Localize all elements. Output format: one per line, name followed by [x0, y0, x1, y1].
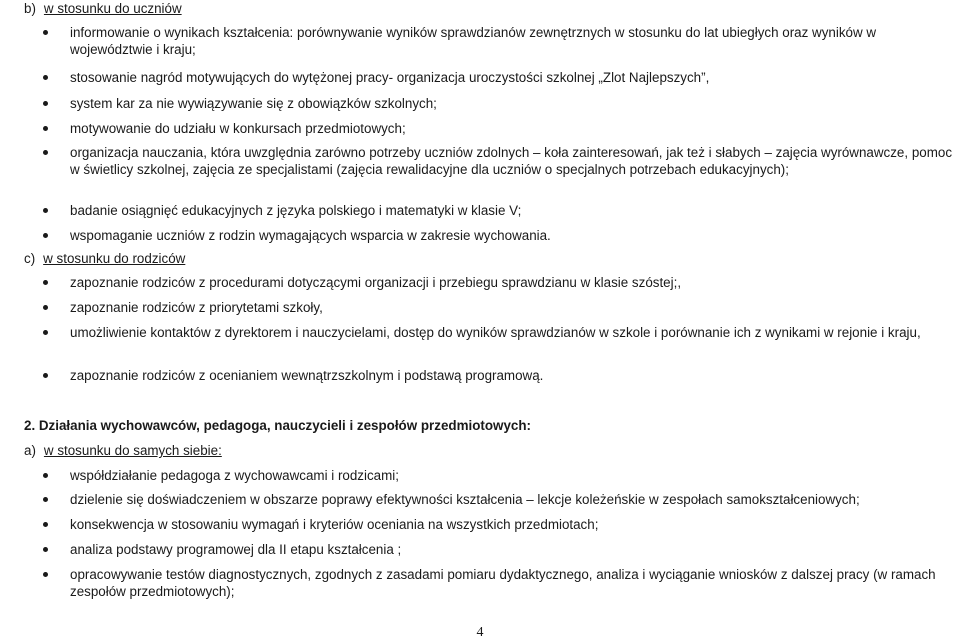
bullet-icon [43, 30, 48, 35]
list-item: stosowanie nagród motywujących do wytężonej pracy- organizacja uroczystości szkolnej „Zlot Najlepszych”, [70, 69, 956, 86]
list-item: informowanie o wynikach kształcenia: porównywanie wyników sprawdzianów zewnętrznych w stosunku do lat ubiegłych oraz wyników w województwie i kraju; [70, 24, 956, 58]
bullet-icon [43, 75, 48, 80]
list-item: konsekwencja w stosowaniu wymagań i kryteriów oceniania na wszystkich przedmiotach; [70, 516, 956, 533]
page-number: 4 [476, 625, 484, 640]
bullet-icon [43, 547, 48, 552]
bullet-icon [43, 280, 48, 285]
list-item: zapoznanie rodziców z ocenianiem wewnątrzszkolnym i podstawą programową. [70, 367, 956, 384]
bullet-icon [43, 473, 48, 478]
section-2a-letter: a) [24, 443, 36, 458]
section-b-title: w stosunku do uczniów [43, 1, 182, 16]
section-2a-label [24, 442, 222, 459]
section-c-label [24, 250, 185, 267]
section-b-label [24, 0, 182, 17]
bullet-icon [43, 497, 48, 502]
list-item: opracowywanie testów diagnostycznych, zgodnych z zasadami pomiaru dydaktycznego, analiza i wyciąganie wniosków z dalszej pracy (w ramach zespołów przedmiotowych); [70, 566, 956, 600]
bullet-icon [43, 572, 48, 577]
bullet-icon [43, 522, 48, 527]
bullet-icon [43, 208, 48, 213]
list-item: analiza podstawy programowej dla II etapu kształcenia ; [70, 541, 956, 558]
bullet-icon [43, 101, 48, 106]
list-item: badanie osiągnięć edukacyjnych z języka polskiego i matematyki w klasie V; [70, 202, 956, 219]
section-2a-title: w stosunku do samych siebie: [43, 443, 222, 458]
list-item: motywowanie do udziału w konkursach przedmiotowych; [70, 120, 956, 137]
list-item: umożliwienie kontaktów z dyrektorem i nauczycielami, dostęp do wyników sprawdzianów w szkole i porównanie ich z wynikami w rejonie i kraju, [70, 324, 956, 341]
bullet-icon [43, 233, 48, 238]
bullet-icon [43, 373, 48, 378]
list-item: zapoznanie rodziców z procedurami dotyczącymi organizacji i przebiegu sprawdzianu w klasie szóstej;, [70, 274, 956, 291]
section-2-heading: 2. Działania wychowawców, pedagoga, nauczycieli i zespołów przedmiotowych: [24, 418, 531, 433]
list-item: dzielenie się doświadczeniem w obszarze poprawy efektywności kształcenia – lekcje koleżeńskie w zespołach samokształceniowych; [70, 491, 956, 508]
bullet-icon [43, 330, 48, 335]
bullet-icon [43, 150, 48, 155]
list-item: organizacja nauczania, która uwzględnia zarówno potrzeby uczniów zdolnych – koła zainteresowań, jak też i słabych – zajęcia wyrównawcze, pomoc w świetlicy szkolnej, zajęcia ze specjalistami (zajęcia rewalidacyjne dla uczniów o specjalnych potrzebach edukacyjnych); [70, 144, 956, 178]
list-item: system kar za nie wywiązywanie się z obowiązków szkolnych; [70, 95, 956, 112]
section-c-title: w stosunku do rodziców [43, 251, 186, 266]
list-item: wspomaganie uczniów z rodzin wymagających wsparcia w zakresie wychowania. [70, 227, 956, 244]
section-c-letter: c) [24, 251, 36, 266]
list-item: zapoznanie rodziców z priorytetami szkoły, [70, 299, 956, 316]
bullet-icon [43, 126, 48, 131]
section-b-letter: b) [24, 1, 36, 16]
bullet-icon [43, 305, 48, 310]
list-item: współdziałanie pedagoga z wychowawcami i rodzicami; [70, 467, 956, 484]
